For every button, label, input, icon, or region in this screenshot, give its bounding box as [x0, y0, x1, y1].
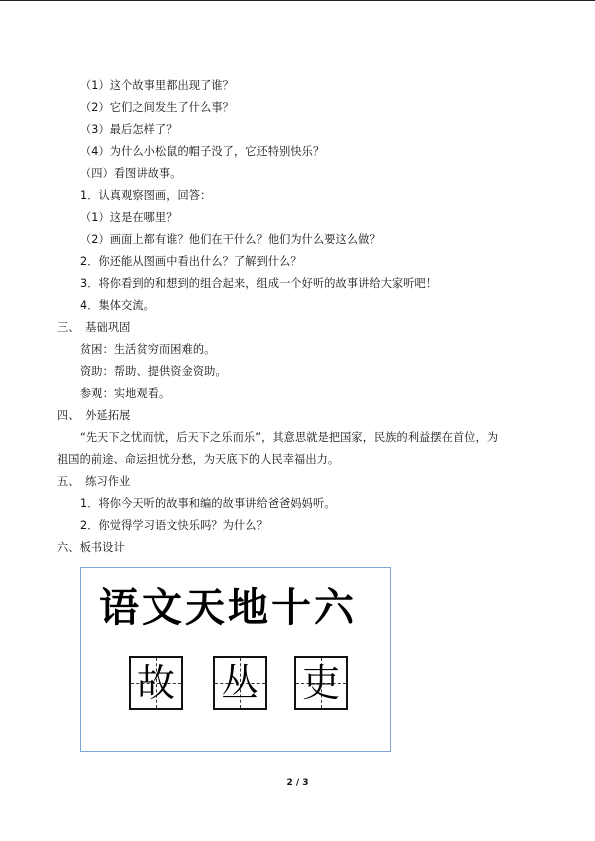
vocab-canguan: 参观：实地观看。	[80, 387, 171, 400]
vocab-pinkun: 贫困：生活贫穷而困难的。	[80, 343, 216, 356]
board-title: 语文天地十六	[99, 584, 357, 631]
board-character-1: 故	[136, 661, 175, 705]
board-design-image	[80, 567, 391, 752]
board-character-2: 丛	[220, 661, 259, 705]
question-1: （1）这个故事里都出现了谁？	[80, 79, 234, 92]
heading-basics: 三、 基础巩固	[57, 321, 131, 334]
step-2: 2．你还能从图画中看出什么？了解到什么？	[80, 255, 302, 268]
step-1: 1．认真观察图画，回答：	[80, 189, 212, 202]
heading-extension: 四、 外延拓展	[57, 409, 131, 422]
extension-paragraph-2: 祖国的前途、命运担忧分愁，为天底下的人民幸福出力。	[57, 453, 340, 466]
page-top-rule	[0, 0, 595, 1]
step-4: 4．集体交流。	[80, 299, 155, 312]
tianzige-box-2	[213, 656, 267, 710]
heading-homework: 五、 练习作业	[57, 475, 131, 488]
question-3: （3）最后怎样了？	[80, 123, 178, 136]
step-1-q2: （2）画面上都有谁？他们在干什么？他们为什么要这么做？	[80, 233, 381, 246]
section-picture-story: （四）看图讲故事。	[80, 167, 182, 180]
homework-2: 2．你觉得学习语文快乐吗？为什么？	[80, 519, 268, 532]
page-number: 2 / 3	[286, 778, 309, 788]
homework-1: 1．将你今天听的故事和编的故事讲给爸爸妈妈听。	[80, 497, 336, 510]
heading-board-design: 六、板书设计	[57, 541, 125, 554]
question-4: （4）为什么小松鼠的帽子没了，它还特别快乐？	[80, 145, 325, 158]
step-1-q1: （1）这是在哪里？	[80, 211, 178, 224]
extension-paragraph-1: “先天下之忧而忧，后天下之乐而乐”，其意思就是把国家，民族的利益摆在首位，为	[80, 431, 499, 444]
board-character-3: 吏	[301, 661, 340, 705]
tianzige-box-3	[294, 656, 348, 710]
step-3: 3．将你看到的和想到的组合起来，组成一个好听的故事讲给大家听吧！	[80, 277, 438, 290]
question-2: （2）它们之间发生了什么事？	[80, 101, 234, 114]
vocab-zizhu: 资助：帮助、提供资金资助。	[80, 365, 227, 378]
tianzige-box-1	[129, 656, 183, 710]
